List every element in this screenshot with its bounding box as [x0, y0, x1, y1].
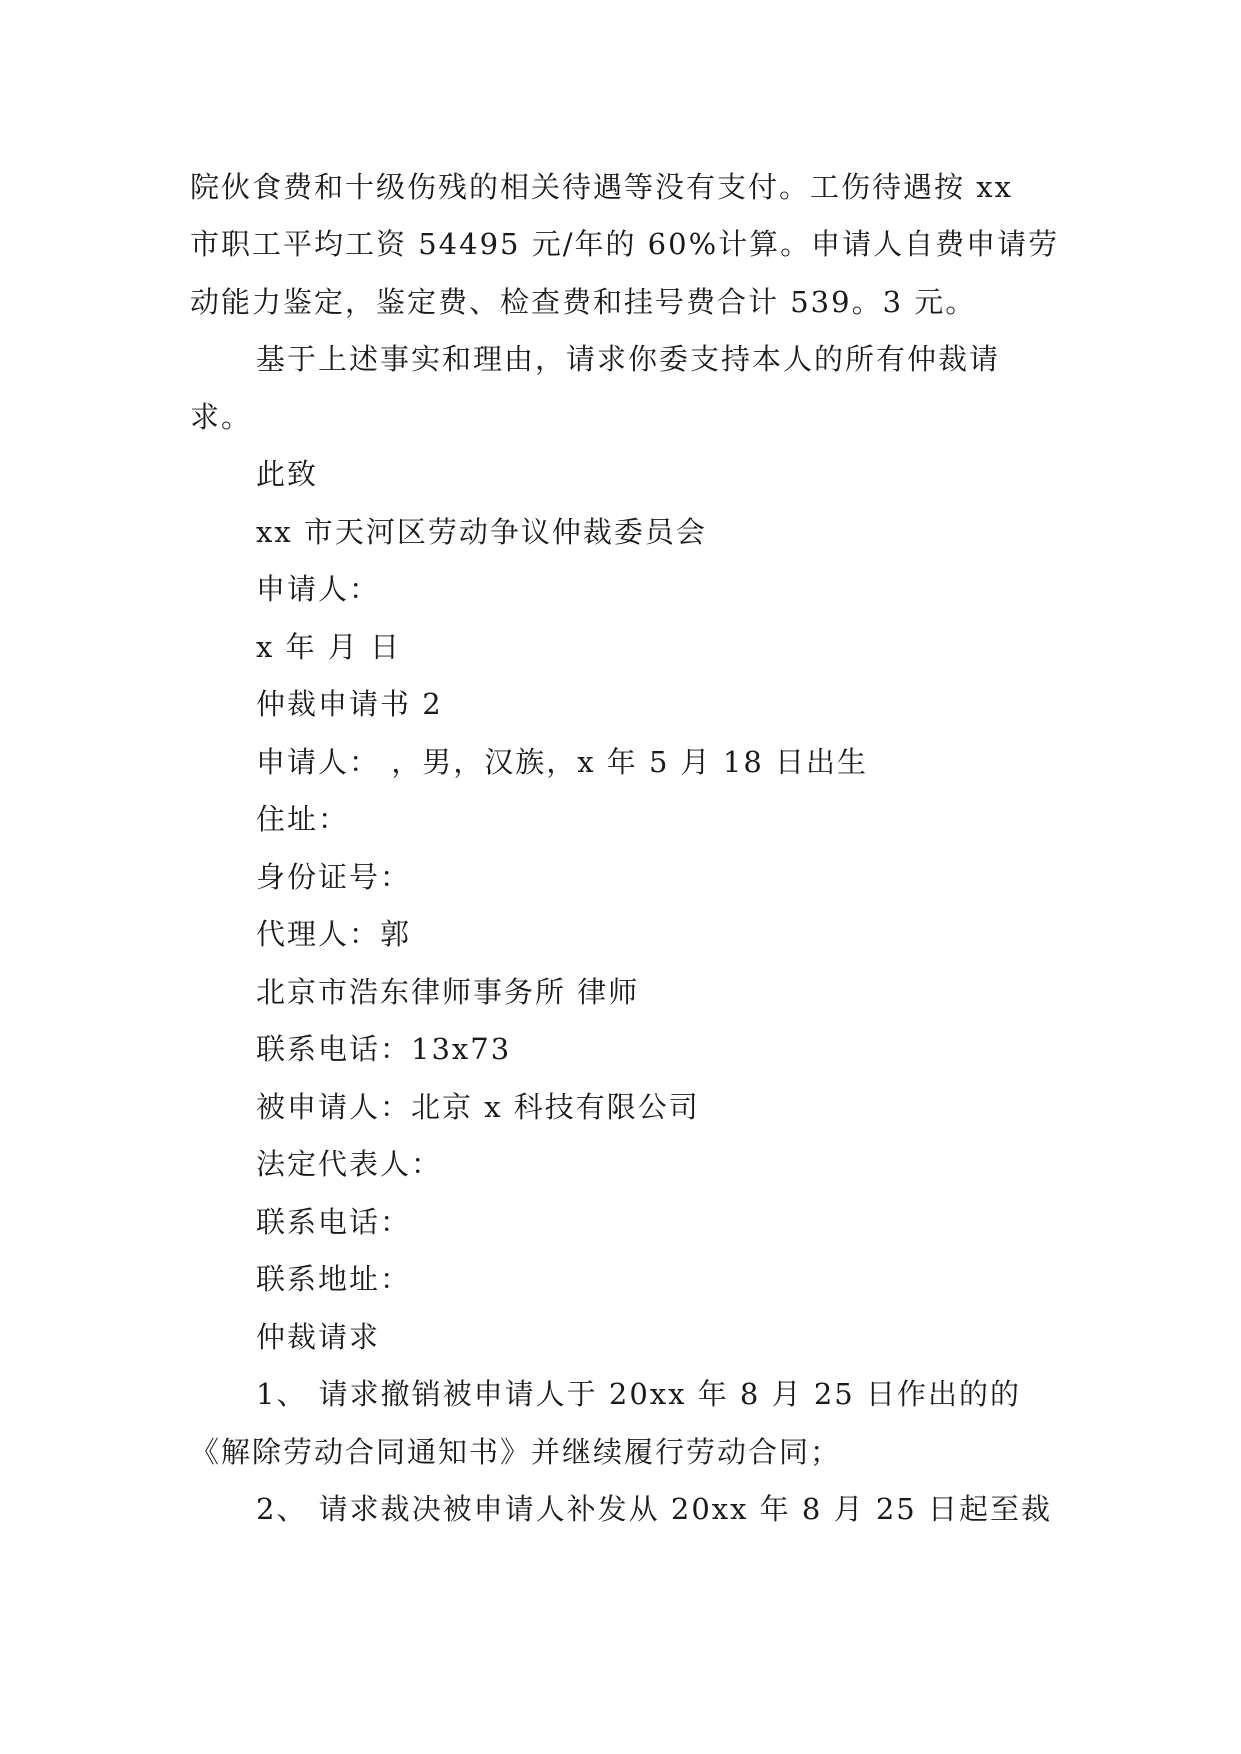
request-item-continued: 《解除劳动合同通知书》并继续履行劳动合同； [190, 1435, 842, 1469]
legal-rep-line: 法定代表人： [256, 1147, 443, 1181]
applicant-info: 申请人： ，男，汉族，x 年 5 月 18 日出生 [256, 745, 869, 779]
salutation: 此致 [256, 457, 319, 491]
applicant-signature: 申请人： [256, 572, 381, 606]
request-item: 1、 请求撤销被申请人于 20xx 年 8 月 25 日作出的的 [256, 1377, 1021, 1411]
address-line: 住址： [256, 802, 350, 836]
paragraph-line: 基于上述事实和理由，请求你委支持本人的所有仲裁请 [256, 342, 1001, 376]
respondent-line: 被申请人：北京 x 科技有限公司 [256, 1090, 700, 1124]
paragraph-line: 求。 [190, 400, 253, 434]
law-firm-line: 北京市浩东律师事务所 律师 [256, 975, 640, 1009]
respondent-phone-line: 联系电话： [256, 1205, 412, 1239]
date-line: x 年 月 日 [256, 630, 402, 664]
id-number-line: 身份证号： [256, 860, 412, 894]
respondent-address-line: 联系地址： [256, 1262, 412, 1296]
requests-heading: 仲裁请求 [256, 1320, 381, 1354]
paragraph-line: 市职工平均工资 54495 元/年的 60%计算。申请人自费申请劳 [190, 227, 1060, 261]
paragraph-line: 院伙食费和十级伤残的相关待遇等没有支付。工伤待遇按 xx [190, 170, 1013, 204]
phone-line: 联系电话：13x73 [256, 1032, 512, 1066]
addressee: xx 市天河区劳动争议仲裁委员会 [256, 515, 707, 549]
agent-line: 代理人：郭 [256, 917, 412, 951]
paragraph-line: 动能力鉴定，鉴定费、检查费和挂号费合计 539。3 元。 [190, 285, 977, 319]
section-title: 仲裁申请书 2 [256, 687, 443, 721]
request-item: 2、 请求裁决被申请人补发从 20xx 年 8 月 25 日起至裁 [256, 1492, 1052, 1526]
